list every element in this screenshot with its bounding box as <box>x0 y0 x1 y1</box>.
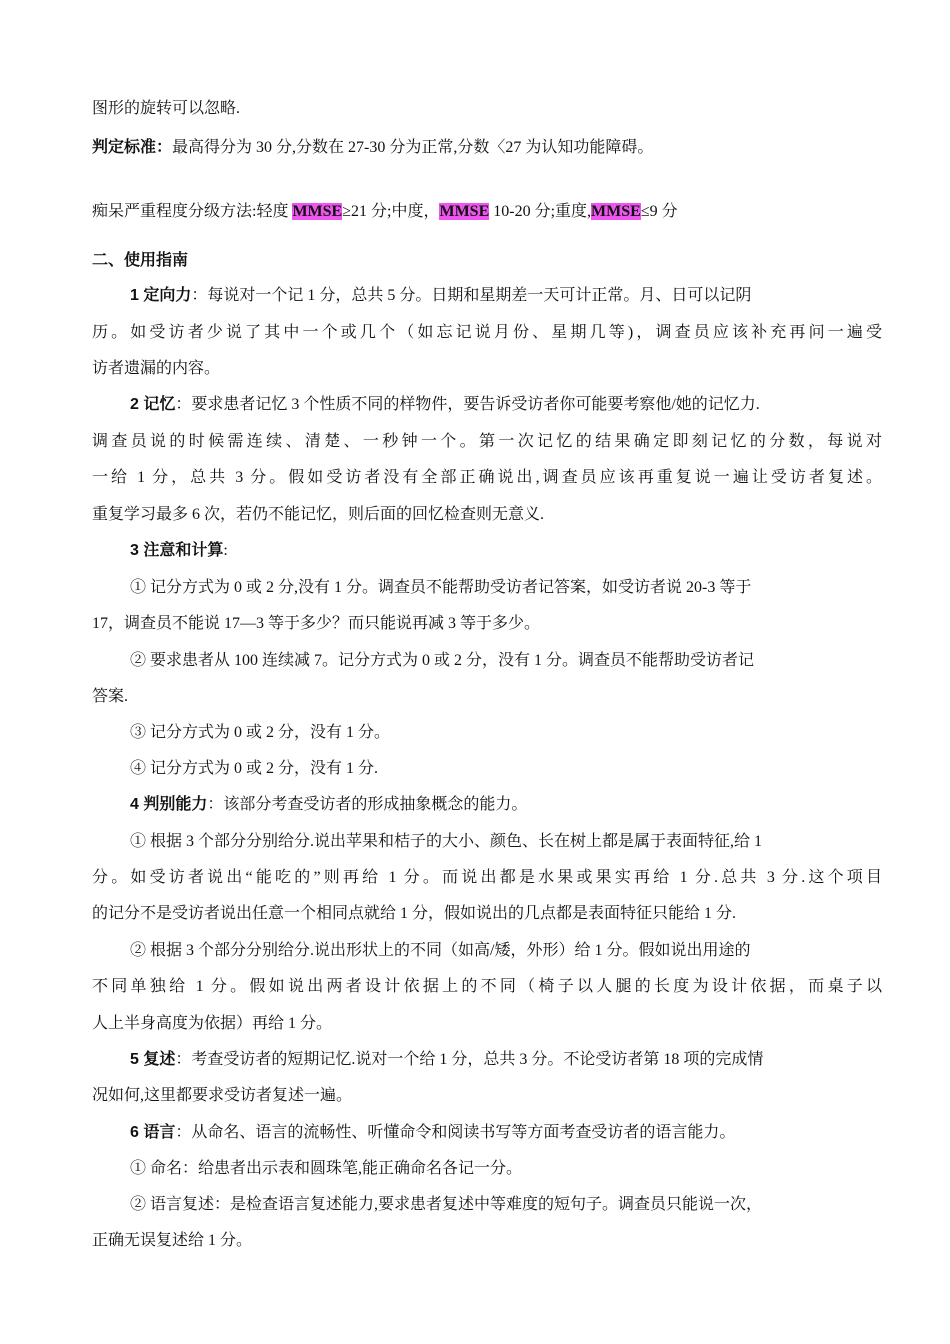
s6-item-b-1: ② 语言复述：是检查语言复述能力,要求患者复述中等难度的短句子。调查员只能说一次， <box>130 1196 763 1213</box>
mmse-highlight: MMSE <box>292 203 343 220</box>
s3-label: 3 注意和计算 <box>130 542 224 559</box>
severity-prefix: 痴呆严重程度分级方法:轻度 <box>92 203 293 220</box>
s3-item-b-2: 答案. <box>92 688 129 705</box>
s2-label: 2 记忆 <box>130 396 176 413</box>
s3-item-d: ④ 记分方式为 0 或 2 分，没有 1 分. <box>130 760 379 777</box>
severity-mild: ≥21 分;中度， <box>342 203 440 220</box>
s3-heading <box>130 540 228 562</box>
s2-line-1 <box>130 394 760 416</box>
s4-item-b-3: 人上半身高度为依据）再给 1 分。 <box>92 1015 333 1032</box>
s5-line-1 <box>130 1049 763 1071</box>
s2-line-3: 一给 1 分，总共 3 分。假如受访者没有全部正确说出,调查员应该再重复说一遍让受访者复述。 <box>92 469 882 486</box>
s5-label: 5 复述 <box>130 1051 176 1068</box>
criteria-label: 判定标准： <box>92 139 173 156</box>
s1-line-3: 访者遗漏的内容。 <box>92 360 221 377</box>
rotation-note: 图形的旋转可以忽略. <box>92 100 241 117</box>
s2-text: ：要求患者记忆 3 个性质不同的样物件，要告诉受访者你可能要考察他/她的记忆力. <box>175 396 760 413</box>
s1-text: ：每说对一个记 1 分，总共 5 分。日期和星期差一天可计正常。月、日可以记阴 <box>191 287 752 304</box>
s4-label: 4 判别能力 <box>130 796 208 813</box>
severity-moderate: 10-20 分;重度, <box>489 203 592 220</box>
s1-line-1 <box>130 285 751 307</box>
s3-colon: : <box>223 542 228 559</box>
s4-item-a-3: 的记分不是受访者说出任意一个相同点就给 1 分，假如说出的几点都是表面特征只能给 1 分. <box>92 905 737 922</box>
s6-label: 6 语言 <box>130 1124 176 1141</box>
s6-item-b-2: 正确无误复述给 1 分。 <box>92 1232 253 1249</box>
s4-item-a-2: 分。如受访者说出“能吃的”则再给 1 分。而说出都是水果或果实再给 1 分.总共 3 分.这个项目 <box>92 869 882 886</box>
s6-item-a: ① 命名：给患者出示表和圆珠笔,能正确命名各记一分。 <box>130 1160 523 1177</box>
s1-line-2: 历。如受访者少说了其中一个或几个（如忘记说月份、星期几等)，调查员应该补充再问一遍受 <box>92 324 882 341</box>
s4-item-a-1: ① 根据 3 个部分分别给分.说出苹果和桔子的大小、颜色、长在树上都是属于表面特征,给 1 <box>130 833 763 850</box>
s6-text: ：从命名、语言的流畅性、听懂命令和阅读书写等方面考查受访者的语言能力。 <box>175 1124 736 1141</box>
s3-item-a-2: 17，调查员不能说 17—3 等于多少？而只能说再减 3 等于多少。 <box>92 615 541 632</box>
s2-line-4: 重复学习最多 6 次，若仍不能记忆，则后面的回忆检查则无意义. <box>92 506 545 523</box>
mmse-highlight: MMSE <box>439 203 490 220</box>
section-heading: 二、使用指南 <box>92 252 189 269</box>
s5-line-2: 况如何,这里都要求受访者复述一遍。 <box>92 1087 353 1104</box>
severity-line <box>92 201 678 223</box>
s1-label: 1 定向力 <box>130 287 192 304</box>
s5-text: ：考查受访者的短期记忆.说对一个给 1 分，总共 3 分。不论受访者第 18 项的完成情 <box>175 1051 764 1068</box>
mmse-highlight: MMSE <box>591 203 641 220</box>
s4-line-1 <box>130 794 527 816</box>
s2-line-2: 调查员说的时候需连续、清楚、一秒钟一个。第一次记忆的结果确定即刻记忆的分数，每说对 <box>92 433 882 450</box>
s4-item-b-2: 不同单独给 1 分。假如说出两者设计依据上的不同（椅子以人腿的长度为设计依据，而桌子以 <box>92 978 882 995</box>
criteria-line <box>92 137 653 159</box>
s3-item-b-1: ② 要求患者从 100 连续减 7。记分方式为 0 或 2 分，没有 1 分。调查员不能帮助受访者记 <box>130 652 755 669</box>
s3-item-a-1: ① 记分方式为 0 或 2 分,没有 1 分。调查员不能帮助受访者记答案，如受访者说 20-3 等于 <box>130 579 752 596</box>
s3-item-c: ③ 记分方式为 0 或 2 分，没有 1 分。 <box>130 724 391 741</box>
s6-line-1 <box>130 1122 735 1144</box>
s4-text: ：该部分考查受访者的形成抽象概念的能力。 <box>207 796 528 813</box>
s4-item-b-1: ② 根据 3 个部分分别给分.说出形状上的不同（如高/矮，外形）给 1 分。假如说出用途的 <box>130 942 751 959</box>
criteria-text: 最高得分为 30 分,分数在 27-30 分为正常,分数〈27 为认知功能障碍。 <box>172 139 654 156</box>
severity-severe: ≤9 分 <box>640 203 678 220</box>
